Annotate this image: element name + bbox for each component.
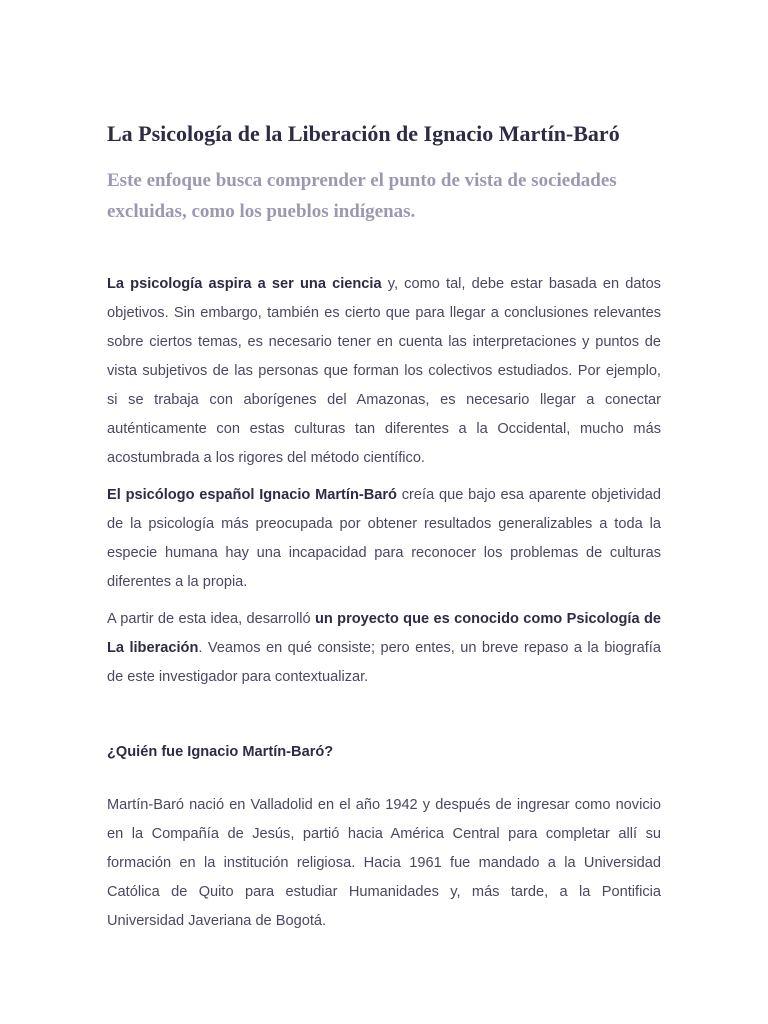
paragraph-4-text: Martín-Baró nació en Valladolid en el año 1942 y después de ingresar como novicio en la Compañía de Jesús, partió hacia América Central para completar allí su formación en la institución religiosa. Hacia 1961 fue mandado a la Universidad Católica de Quito para estudiar Humanidades y, más tarde, a la Pontificia Universidad Javeriana de Bogotá. — [107, 797, 661, 929]
paragraph-2-bold: El psicólogo español Ignacio Martín-Baró — [107, 487, 397, 503]
paragraph-1-bold: La psicología aspira a ser una ciencia — [107, 276, 382, 292]
paragraph-3-bold: un proyecto que es conocido como Psicología de La liberación — [107, 611, 661, 656]
paragraph-3 — [107, 605, 661, 692]
section-heading: ¿Quién fue Ignacio Martín-Baró? — [107, 744, 334, 760]
paragraph-1-text: y, como tal, debe estar basada en datos objetivos. Sin embargo, también es cierto que para llegar a conclusiones relevantes sobre ciertos temas, es necesario tener en cuenta las interpretaciones y puntos de vista subjetivos de las personas que forman los colectivos estudiados. Por ejemplo, si se trabaja con aborígenes del Amazonas, es necesario llegar a conectar auténticamente con estas culturas tan diferentes a la Occidental, mucho más acostumbrada a los rigores del método científico. — [107, 276, 661, 466]
article-subtitle: Este enfoque busca comprender el punto de vista de sociedades excluidas, como los pueblos indígenas. — [107, 170, 617, 222]
paragraph-2-text: creía que bajo esa aparente objetividad de la psicología más preocupada por obtener resultados generalizables a toda la especie humana hay una incapacidad para reconocer los problemas de culturas diferentes a la propia. — [107, 487, 661, 590]
paragraph-1 — [107, 270, 661, 473]
document-page — [107, 118, 661, 936]
paragraph-2 — [107, 481, 661, 597]
paragraph-3-text-after: . Veamos en qué consiste; pero entes, un breve repaso a la biografía de este investigador para contextualizar. — [107, 640, 661, 685]
paragraph-3-text-before: A partir de esta idea, desarrolló — [107, 611, 315, 627]
paragraph-4 — [107, 791, 661, 936]
article-title: La Psicología de la Liberación de Ignacio Martín-Baró — [107, 121, 620, 146]
